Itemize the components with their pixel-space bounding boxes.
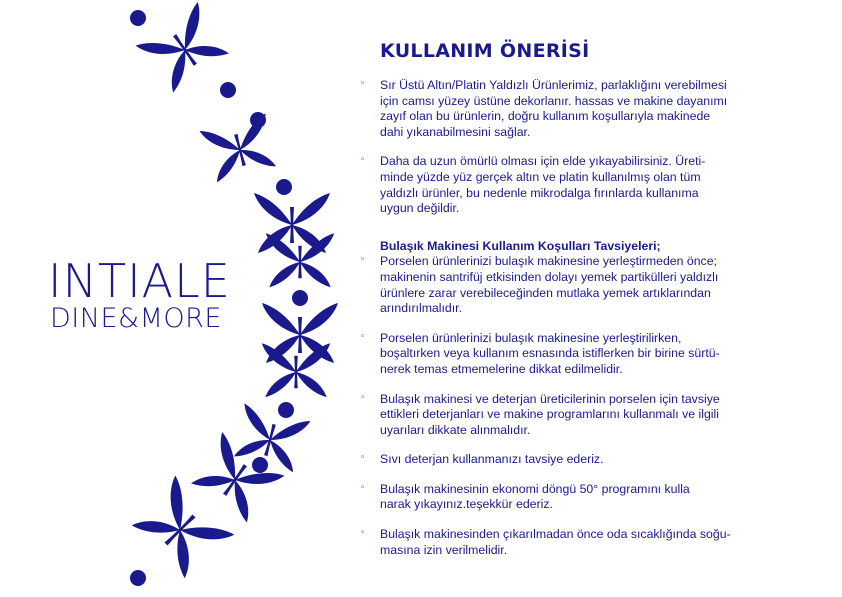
section-subheading: Bulaşık Makinesi Kullanım Koşulları Tavsiyeleri; bbox=[380, 238, 661, 253]
ornament-leaf bbox=[262, 343, 330, 397]
bullet-icon: ◦ bbox=[360, 528, 366, 539]
bullet-icon: ◦ bbox=[360, 255, 366, 266]
list-item bbox=[360, 482, 800, 513]
list-item bbox=[360, 331, 800, 378]
brand-tagline: DINE&MORE bbox=[50, 303, 222, 334]
brand-logo bbox=[48, 254, 248, 334]
usage-recommendations bbox=[360, 40, 800, 572]
recommendation-text: Bulaşık makinesinin ekonomi döngü 50° programını kulla narak yıkayınız.teşekkür ederiz. bbox=[380, 481, 690, 512]
ornament-dot bbox=[220, 82, 236, 98]
bullet-icon: ◦ bbox=[360, 453, 366, 464]
bullet-icon: ◦ bbox=[360, 155, 366, 166]
list-item bbox=[360, 527, 800, 558]
recommendation-text: Sıvı deterjan kullanmanızı tavsiye ederiz. bbox=[380, 452, 604, 467]
page-title: KULLANIM ÖNERİSİ bbox=[380, 40, 590, 62]
ornament-dot bbox=[130, 10, 146, 26]
ornament-leaf bbox=[266, 233, 334, 287]
brand-name: INTIALE bbox=[48, 254, 231, 308]
ornament-leaf bbox=[136, 2, 233, 95]
recommendation-text: Bulaşık makinesinden çıkarılmadan önce oda sıcaklığında soğu- masına izin verilmelidir. bbox=[380, 527, 731, 557]
list-item bbox=[360, 392, 800, 439]
recommendation-text: Porselen ürünlerinizi bulaşık makinesine yerleştirmeden önce; makinenin santrifüj etkisinden dolayı yemek partikülleri yaldızlı ürünlere zarar verebileceğinden mutlaka yemek artıklarından arındırılmalıdır. bbox=[380, 254, 719, 316]
paragraph-text: Sır Üstü Altın/Platin Yaldızlı Ürünlerimiz, parlaklığını verebilmesi için camsı yüzey üstüne dekorlanır. hassas ve makine dayanımı zayıf olan bu ürünlerin, doğru kullanım koşullarıyla makinede dahi yıkanabilmesini sağlar. bbox=[380, 78, 728, 139]
ornament-dot bbox=[278, 402, 294, 418]
ornament-dot bbox=[252, 457, 268, 473]
list-item bbox=[360, 154, 800, 216]
bullet-icon: ◦ bbox=[360, 331, 366, 342]
ornament-leaf bbox=[230, 403, 310, 473]
bullet-icon: ◦ bbox=[360, 79, 366, 89]
ornament-leaf bbox=[188, 432, 285, 525]
bullet-icon: ◦ bbox=[360, 392, 366, 403]
list-item bbox=[360, 452, 800, 468]
ornament-dot bbox=[292, 290, 308, 306]
list-item bbox=[360, 78, 800, 140]
ornament-dot bbox=[276, 179, 292, 195]
ornament-leaf bbox=[200, 113, 280, 183]
ornament-dot bbox=[130, 570, 146, 586]
recommendation-text: Bulaşık makinesi ve deterjan üreticilerinin porselen için tavsiye ettikleri deterjanları ve makine programlarını kullanmalı ve ilgili uyarıları dikkate alınmalıdır. bbox=[380, 391, 720, 437]
recommendation-text: Porselen ürünlerinizi bulaşık makinesine yerleştirilirken, boşaltırken veya kullanım esnasında istiflerken bir birine sürtü- nerek temas etmemelerine dikkat edilmelidir. bbox=[380, 330, 720, 376]
ornament-leaf bbox=[129, 476, 235, 582]
list-item bbox=[360, 254, 800, 316]
bullet-icon: ◦ bbox=[360, 482, 366, 493]
paragraph-text: Daha da uzun ömürlü olması için elde yıkayabilirsiniz. Üreti- minde yüzde yüz gerçek altın ve platin kullanılmış olan tüm yaldızlı ürünler, bu nedenle mikrodalga fırınlarda kullanıma uygun değildir. bbox=[380, 154, 706, 216]
